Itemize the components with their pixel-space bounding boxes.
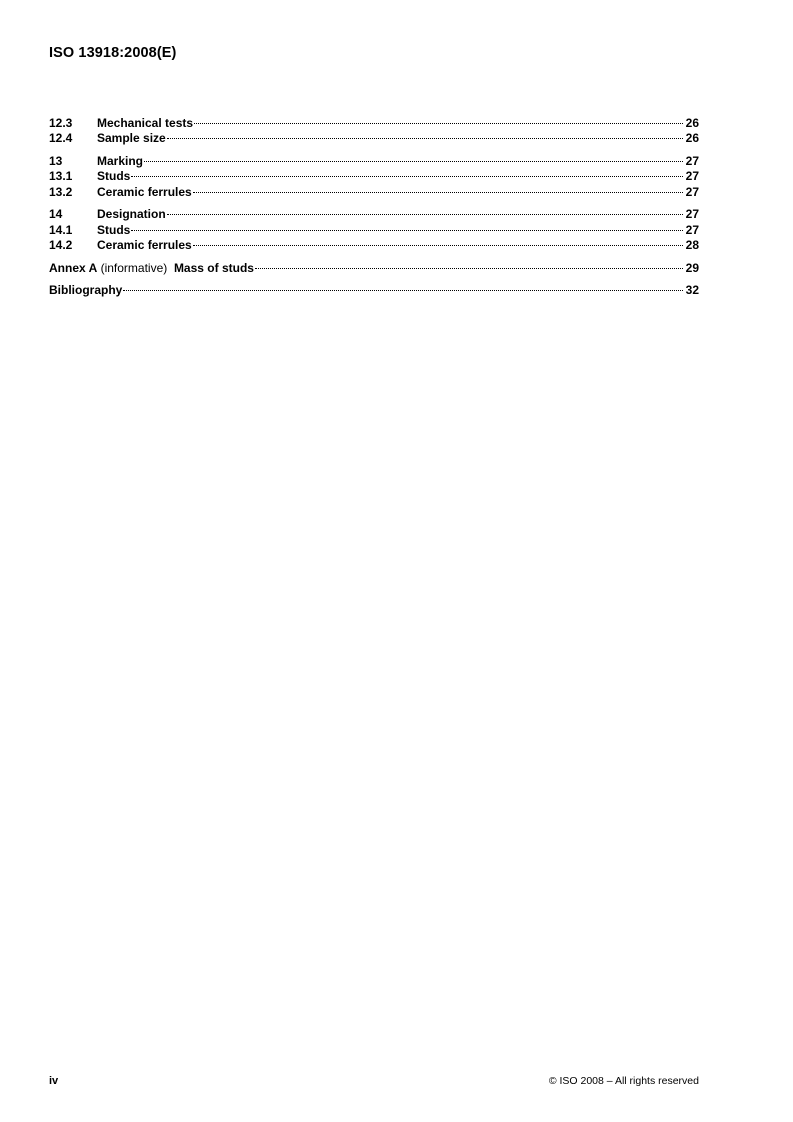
toc-entry-13-2[interactable] — [49, 180, 699, 199]
toc-entry-page: 32 — [685, 283, 699, 297]
toc-entry-number: 14 — [49, 207, 63, 221]
toc-entry-page: 27 — [685, 207, 699, 221]
footer-page-number: iv — [49, 1075, 59, 1087]
toc-group-annex — [49, 256, 699, 275]
toc-entry-12-3[interactable] — [49, 111, 699, 130]
toc-entry-number: 13.1 — [49, 169, 73, 183]
toc-entry-14[interactable] — [49, 203, 699, 219]
toc-entry-title: Studs — [97, 222, 131, 237]
toc-entry-number: 13 — [49, 153, 63, 168]
toc-entry-page: 27 — [685, 169, 699, 183]
toc-dot-leader — [131, 218, 683, 234]
toc-entry-13[interactable] — [49, 149, 699, 168]
toc-entry-title: Marking — [97, 153, 144, 168]
toc-dot-leader — [193, 234, 683, 250]
toc-entry-number: 14.1 — [49, 222, 73, 237]
toc-dot-leader — [167, 203, 683, 219]
toc-dot-leader — [194, 111, 683, 127]
toc-entry-title: Designation — [97, 207, 166, 221]
toc-dot-leader — [123, 279, 683, 295]
toc-entry-page: 27 — [685, 153, 699, 168]
toc-dot-leader — [167, 127, 683, 143]
toc-group-bibliography — [49, 279, 699, 295]
toc-entry-page: 28 — [685, 238, 699, 252]
annex-type: (informative) — [100, 260, 168, 275]
toc-group-12 — [49, 111, 699, 145]
toc-entry-title: Ceramic ferrules — [97, 238, 192, 252]
toc-entry-title: Mechanical tests — [97, 115, 194, 130]
page-header: ISO 13918:2008(E) — [49, 45, 177, 61]
toc-group-13 — [49, 149, 699, 199]
toc-entry-annex-a[interactable] — [49, 256, 699, 275]
toc-entry-title: Bibliography — [49, 283, 123, 297]
toc-entry-14-2[interactable] — [49, 234, 699, 250]
toc-entry-number: 12.4 — [49, 131, 73, 145]
toc-entry-page: 27 — [685, 222, 699, 237]
toc-entry-number: 14.2 — [49, 238, 73, 252]
table-of-contents — [49, 111, 699, 301]
toc-entry-number: 13.2 — [49, 184, 73, 199]
toc-entry-number: 12.3 — [49, 115, 73, 130]
toc-entry-title: Studs — [97, 169, 131, 183]
toc-dot-leader — [193, 180, 683, 196]
toc-entry-page: 29 — [685, 260, 699, 275]
annex-title: Mass of studs — [173, 260, 254, 275]
footer-copyright: © ISO 2008 – All rights reserved — [548, 1075, 699, 1087]
toc-entry-bibliography[interactable] — [49, 279, 699, 295]
toc-dot-leader — [131, 165, 683, 181]
toc-group-14 — [49, 203, 699, 250]
toc-entry-title — [49, 261, 254, 277]
toc-entry-13-1[interactable] — [49, 165, 699, 181]
toc-entry-page: 26 — [685, 115, 699, 130]
toc-entry-page: 26 — [685, 131, 699, 145]
toc-entry-page: 27 — [685, 184, 699, 199]
toc-dot-leader — [255, 256, 683, 272]
toc-entry-title: Sample size — [97, 131, 166, 145]
toc-dot-leader — [144, 149, 683, 165]
annex-label: Annex A — [49, 260, 98, 275]
toc-entry-title: Ceramic ferrules — [97, 184, 192, 199]
toc-entry-14-1[interactable] — [49, 218, 699, 237]
